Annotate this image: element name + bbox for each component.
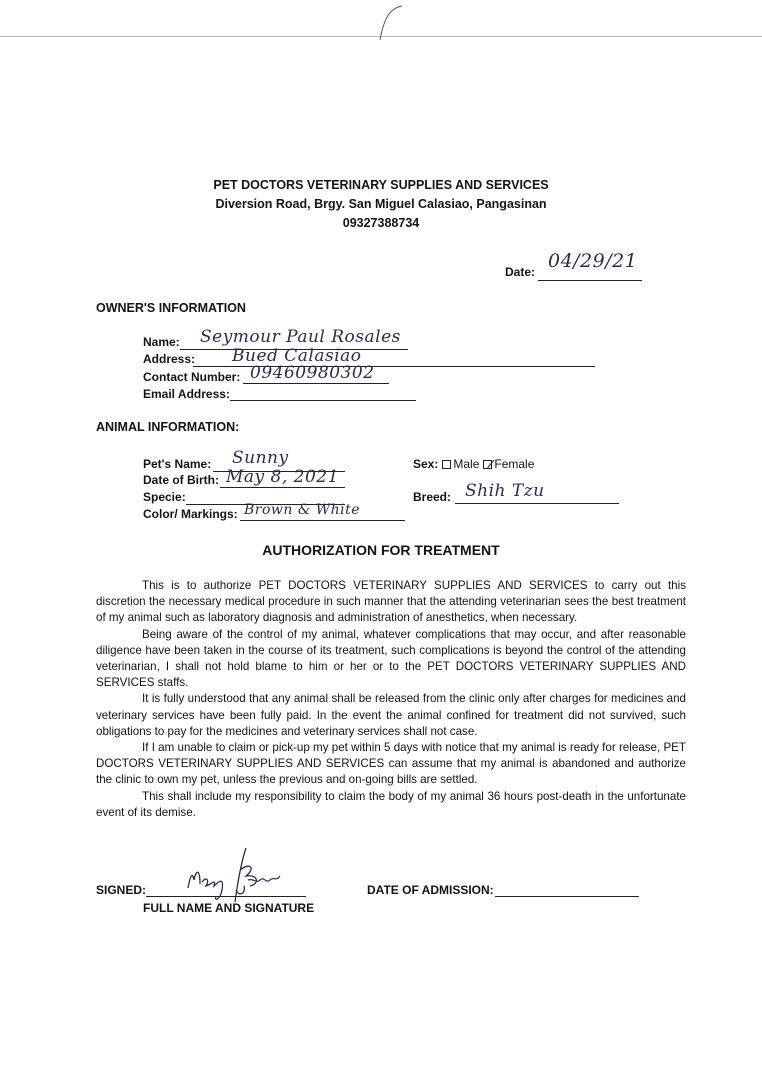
sex-label: Sex: <box>413 457 439 471</box>
date-line <box>538 280 642 281</box>
owner-email-line <box>230 400 416 401</box>
signature-caption: FULL NAME AND SIGNATURE <box>143 901 315 915</box>
owner-contact-line <box>243 383 389 384</box>
scan-mark <box>360 0 410 45</box>
signed-label: SIGNED: <box>96 883 147 897</box>
owner-contact-value: 09460980302 <box>250 363 375 383</box>
owner-section-title: OWNER'S INFORMATION <box>96 301 246 315</box>
dob-label: Date of Birth: <box>143 473 219 487</box>
owner-address-label: Address: <box>143 352 196 366</box>
paragraph-4: If I am unable to claim or pick-up my pet within 5 days with notice that my animal is ready for release, PET DOCTORS VETERINARY SUPPLIES AND SERVICES can assume that my animal is abandoned and authorize the clinic to own my pet, unless the previous and on-going bills are settled. <box>96 741 686 787</box>
specie-label: Specie: <box>143 490 186 504</box>
owner-email-label: Email Address: <box>143 387 230 401</box>
paragraph-2: Being aware of the control of my animal, whatever complications that may occur, and after reasonable diligence have been taken in the course of its treatment, such complications is beyond the control of the attending veterinarian, I shall not hold blame to him or her or to the PET DOCTORS VETERINARY SUPPLIES AND SERVICES staffs. <box>96 627 686 690</box>
color-value: Brown & White <box>244 502 361 518</box>
authorization-body <box>96 578 686 821</box>
date-value: 04/29/21 <box>548 250 638 272</box>
admission-line <box>495 896 639 897</box>
business-address: Diversion Road, Brgy. San Miguel Calasiao, Pangasinan <box>215 197 547 211</box>
owner-name-label: Name: <box>143 335 180 349</box>
owner-name-value: Seymour Paul Rosales <box>200 327 401 347</box>
date-label: Date: <box>505 265 536 279</box>
pet-name-label: Pet's Name: <box>143 457 212 471</box>
color-label: Color/ Markings: <box>143 507 238 521</box>
handwritten-signature <box>180 840 290 910</box>
owner-address-value: Bued Calasiao <box>232 346 362 366</box>
male-label: Male <box>453 457 480 471</box>
pet-name-value: Sunny <box>232 448 289 468</box>
paragraph-1: This is to authorize PET DOCTORS VETERINARY SUPPLIES AND SERVICES to carry out this discretion the necessary medical procedure in such manner that the attending veterinarian sees the best treatment of my animal such as laboratory diagnosis and administration of anesthetics, when necessary. <box>96 579 686 625</box>
color-line <box>240 520 405 521</box>
breed-label: Breed: <box>413 490 452 504</box>
business-phone: 09327388734 <box>342 216 420 230</box>
sex-field <box>413 457 534 471</box>
business-name: PET DOCTORS VETERINARY SUPPLIES AND SERVICES <box>213 178 549 192</box>
admission-label: DATE OF ADMISSION: <box>367 883 494 897</box>
male-checkbox[interactable] <box>442 460 451 469</box>
dob-value: May 8, 2021 <box>226 467 339 487</box>
dob-line <box>220 487 345 488</box>
breed-line <box>455 503 619 504</box>
owner-contact-label: Contact Number: <box>143 370 241 384</box>
female-label: Female <box>494 457 535 471</box>
paragraph-5: This shall include my responsibility to claim the body of my animal 36 hours post-death in the unfortunate event of its demise. <box>96 789 686 819</box>
paragraph-3: It is fully understood that any animal shall be released from the clinic only after charges for medicines and veterinary services have been fully paid. In the event the animal confined for treatment did not survived, such obligations to pay for the medicines and veterinary services shall not case. <box>96 692 686 738</box>
animal-section-title: ANIMAL INFORMATION: <box>96 420 240 434</box>
authorization-title: AUTHORIZATION FOR TREATMENT <box>262 542 500 558</box>
female-checkbox[interactable] <box>483 460 492 469</box>
breed-value: Shih Tzu <box>465 481 545 501</box>
